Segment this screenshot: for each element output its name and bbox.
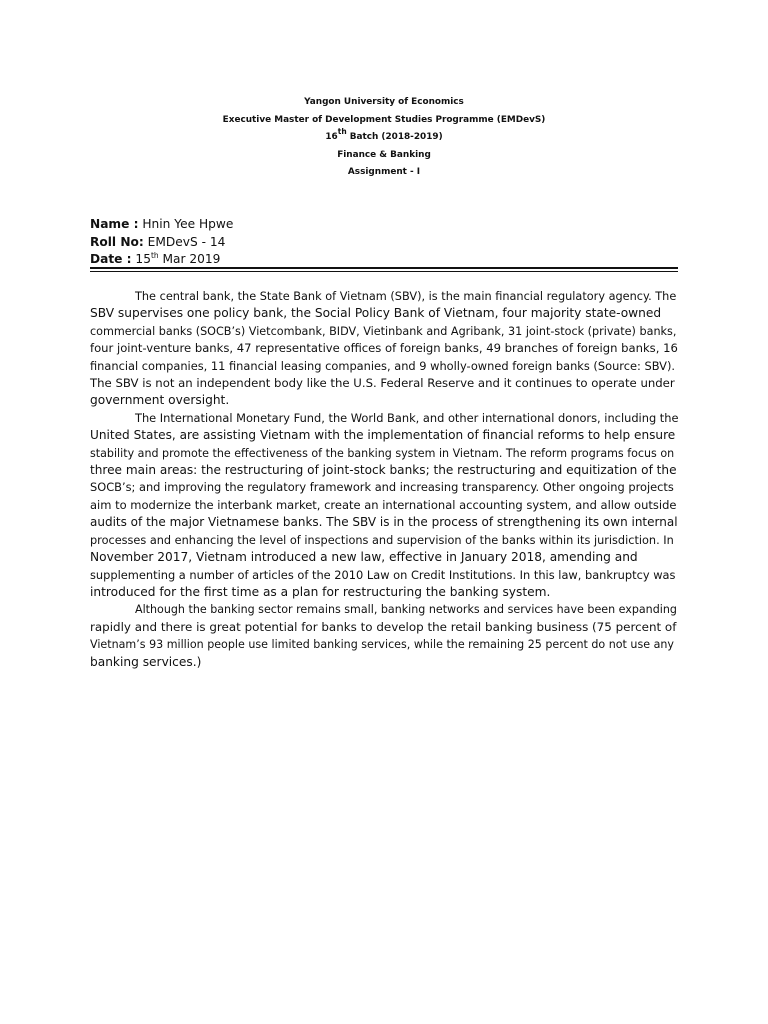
name-label: Name : [90,217,139,231]
batch-ordinal-suffix: th [337,127,347,136]
paragraph-line: November 2017, Vietnam introduced a new law, effective in January 2018, amending and [90,550,638,565]
date-label: Date : [90,252,132,266]
body-text [90,288,678,671]
paragraph [90,410,678,601]
roll-label: Roll No: [90,234,144,249]
paragraph-line: The central bank, the State Bank of Vietnam (SBV), is the main financial regulatory agency. The [135,290,677,303]
paragraph [90,288,678,410]
date-ordinal-suffix: th [150,251,159,260]
paragraph-line: Vietnam’s 93 million people use limited banking services, while the remaining 25 percent do not use any [90,638,674,652]
paragraph [90,601,678,671]
student-info [90,216,233,269]
batch-line [0,129,768,147]
university-name: Yangon University of Economics [304,97,464,107]
batch-number: 16 [325,132,338,142]
paragraph-line: financial companies, 11 financial leasing companies, and 9 wholly-owned foreign banks (Source: SBV). [90,358,676,373]
paragraph-line: SOCB’s; and improving the regulatory framework and increasing transparency. Other ongoing projects [90,480,674,495]
paragraph-line: processes and enhancing the level of inspections and supervision of the banks within its jurisdiction. In [90,533,674,547]
paragraph-line: The SBV is not an independent body like the U.S. Federal Reserve and it continues to operate under [90,376,675,391]
divider-thick [90,267,678,269]
paragraph-line: Although the banking sector remains small, banking networks and services have been expanding [135,603,677,617]
paragraph-line: United States, are assisting Vietnam with the implementation of financial reforms to help ensure [90,428,676,443]
paragraph-line: four joint-venture banks, 47 representative offices of foreign banks, 49 branches of foreign banks, 16 [90,341,678,356]
paragraph-line: The International Monetary Fund, the World Bank, and other international donors, including the [135,410,679,425]
assignment-title: Assignment - I [347,167,421,177]
name-row [90,216,233,234]
paragraph-line: government oversight. [90,393,230,408]
paragraph-line: rapidly and there is great potential for banks to develop the retail banking business (75 percent of [90,619,677,634]
date-row [90,251,233,269]
paragraph-line: introduced for the first time as a plan for restructuring the banking system. [90,584,551,599]
roll-value: EMDevS - 14 [143,234,226,249]
paragraph-line: supplementing a number of articles of the 2010 Law on Credit Institutions. In this law, bankruptcy was [90,567,676,582]
paragraph-line: three main areas: the restructuring of joint-stock banks; the restructuring and equitization of the [90,463,677,478]
document-header [0,94,768,182]
paragraph-line: audits of the major Vietnamese banks. The SBV is in the process of strengthening its own internal [90,515,678,530]
batch-years: Batch (2018-2019) [346,132,443,142]
name-value: Hnin Yee Hpwe [138,217,234,231]
paragraph-line: SBV supervises one policy bank, the Social Policy Bank of Vietnam, four majority state-owned [90,306,662,321]
divider-thin [90,271,678,272]
roll-row [90,234,233,252]
date-month-year: Mar 2019 [158,252,221,266]
paragraph-line: stability and promote the effectiveness of the banking system in Vietnam. The reform programs focus on [90,446,675,460]
paragraph-line: aim to modernize the interbank market, create an international accounting system, and allow outside [90,497,677,512]
course-name: Finance & Banking [337,149,431,160]
paragraph-line: banking services.) [90,654,202,669]
programme-name: Executive Master of Development Studies Programme (EMDevS) [222,114,546,125]
date-day: 15 [131,252,151,266]
paragraph-line: commercial banks (SOCB’s) Vietcombank, BIDV, Vietinbank and Agribank, 31 joint-stock (private) banks, [90,324,677,338]
